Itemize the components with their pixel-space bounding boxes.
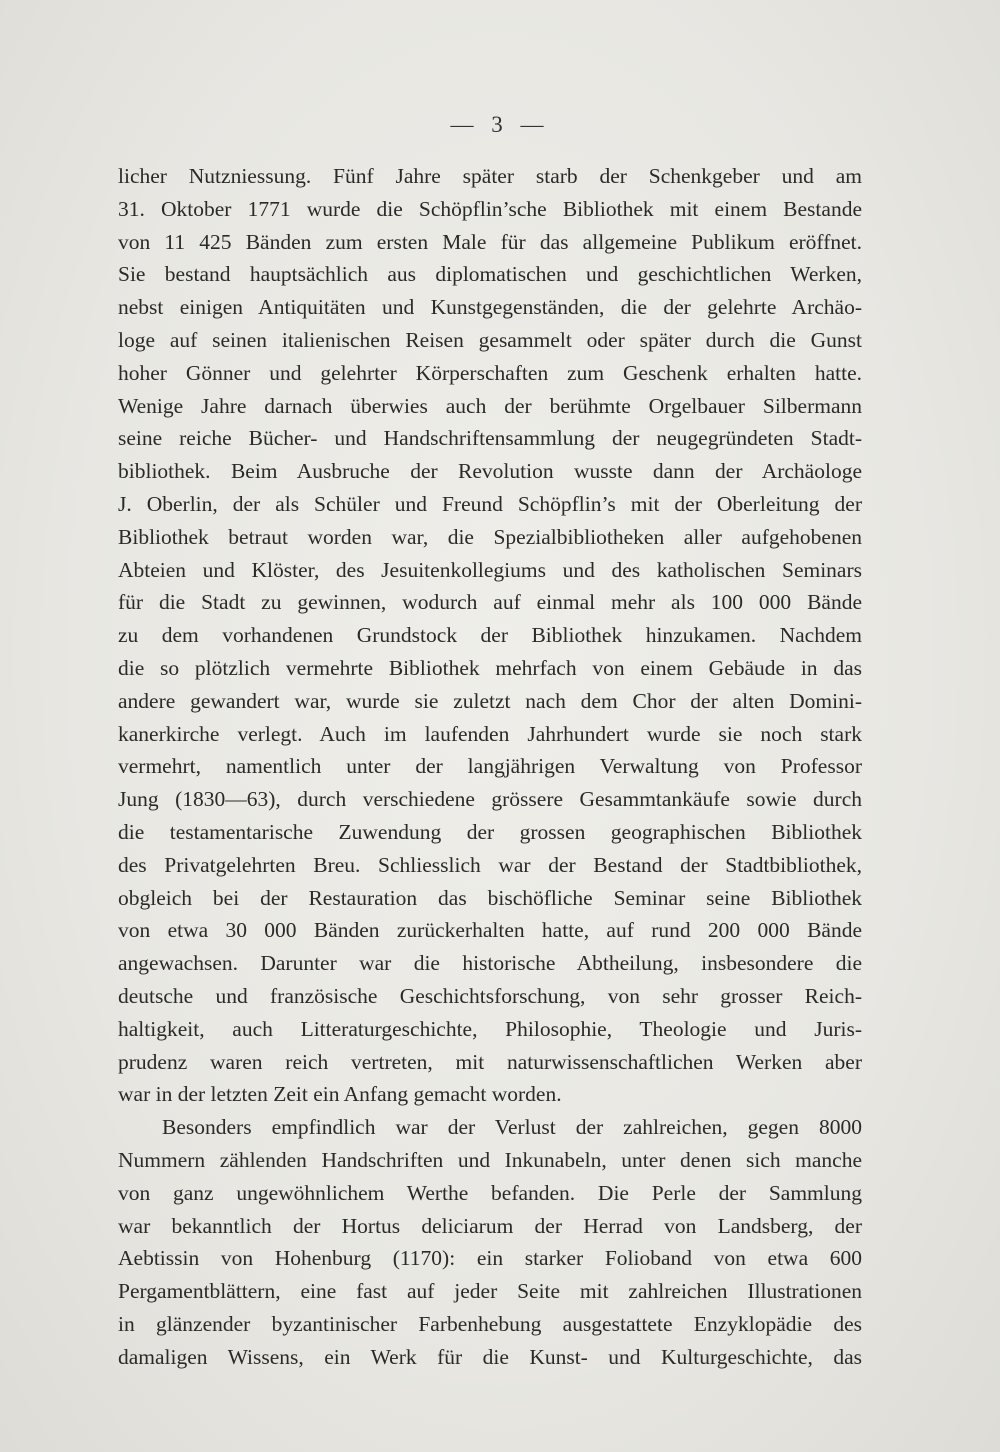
text-line: Abteien und Klöster, des Jesuitenkollegiums und des katholischen Seminars (118, 557, 862, 582)
paragraph-2 (118, 1111, 862, 1373)
text-line: die testamentarische Zuwendung der grossen geographischen Bibliothek (118, 819, 862, 844)
text-line: licher Nutzniessung. Fünf Jahre später starb der Schenkgeber und am (118, 164, 862, 188)
text-line: Nummern zählenden Handschriften und Inkunabeln, unter denen sich manche (118, 1147, 862, 1172)
text-line: kanerkirche verlegt. Auch im laufenden Jahrhundert wurde sie noch stark (118, 721, 862, 746)
text-line: Jung (1830—63), durch verschiedene grössere Gesammtankäufe sowie durch (118, 787, 862, 812)
text-line: damaligen Wissens, ein Werk für die Kunst- und Kulturgeschichte, das (118, 1344, 862, 1369)
text-line: von etwa 30 000 Bänden zurückerhalten hatte, auf rund 200 000 Bände (118, 918, 862, 943)
text-line: loge auf seinen italienischen Reisen gesammelt oder später durch die Gunst (118, 327, 862, 352)
text-line: war bekanntlich der Hortus deliciarum der Herrad von Landsberg, der (118, 1213, 862, 1238)
text-line: Aebtissin von Hohenburg (1170): ein starker Folioband von etwa 600 (118, 1246, 862, 1271)
text-line: Bibliothek betraut worden war, die Spezialbibliotheken aller aufgehobenen (118, 524, 862, 549)
text-line: seine reiche Bücher- und Handschriftensammlung der neugegründeten Stadt- (118, 426, 862, 451)
text-line: haltigkeit, auch Litteraturgeschichte, Philosophie, Theologie und Juris- (118, 1016, 862, 1041)
text-line: für die Stadt zu gewinnen, wodurch auf einmal mehr als 100 000 Bände (118, 590, 862, 615)
text-line: nebst einigen Antiquitäten und Kunstgegenständen, die der gelehrte Archäo- (118, 295, 862, 320)
text-line: angewachsen. Darunter war die historische Abtheilung, insbesondere die (118, 951, 862, 976)
text-line: von 11 425 Bänden zum ersten Male für das allgemeine Publikum eröffnet. (118, 229, 862, 254)
text-line: Besonders empfindlich war der Verlust der zahlreichen, gegen 8000 (162, 1115, 862, 1140)
body-text (118, 160, 862, 1373)
text-line: vermehrt, namentlich unter der langjährigen Verwaltung von Professor (118, 754, 862, 779)
text-line: des Privatgelehrten Breu. Schliesslich war der Bestand der Stadtbibliothek, (118, 852, 862, 877)
text-line: hoher Gönner und gelehrter Körperschaften zum Geschenk erhalten hatte. (118, 360, 862, 385)
text-line: bibliothek. Beim Ausbruche der Revolution wusste dann der Archäologe (118, 459, 862, 484)
text-line: zu dem vorhandenen Grundstock der Bibliothek hinzukamen. Nachdem (118, 623, 862, 648)
text-line: Pergamentblättern, eine fast auf jeder Seite mit zahlreichen Illustrationen (118, 1279, 862, 1304)
page-number: — 3 — (450, 112, 550, 137)
text-line: die so plötzlich vermehrte Bibliothek mehrfach von einem Gebäude in das (118, 655, 862, 680)
text-line: prudenz waren reich vertreten, mit naturwissenschaftlichen Werken aber (118, 1049, 862, 1074)
text-line: Wenige Jahre darnach überwies auch der berühmte Orgelbauer Silbermann (118, 393, 862, 418)
text-line: in glänzender byzantinischer Farbenhebung ausgestattete Enzyklopädie des (118, 1311, 862, 1336)
text-line: obgleich bei der Restauration das bischöfliche Seminar seine Bibliothek (118, 885, 862, 910)
text-line: von ganz ungewöhnlichem Werthe befanden. Die Perle der Sammlung (118, 1180, 862, 1205)
text-line: J. Oberlin, der als Schüler und Freund Schöpflin’s mit der Oberleitung der (118, 491, 862, 516)
text-line: Sie bestand hauptsächlich aus diplomatischen und geschichtlichen Werken, (118, 262, 862, 287)
paragraph-1 (118, 160, 862, 1111)
text-line: 31. Oktober 1771 wurde die Schöpflin’sche Bibliothek mit einem Bestande (118, 196, 862, 221)
text-line: deutsche und französische Geschichtsforschung, von sehr grosser Reich- (118, 983, 862, 1008)
text-line: andere gewandert war, wurde sie zuletzt nach dem Chor der alten Domini- (118, 688, 862, 713)
text-line: war in der letzten Zeit ein Anfang gemacht worden. (118, 1082, 562, 1107)
